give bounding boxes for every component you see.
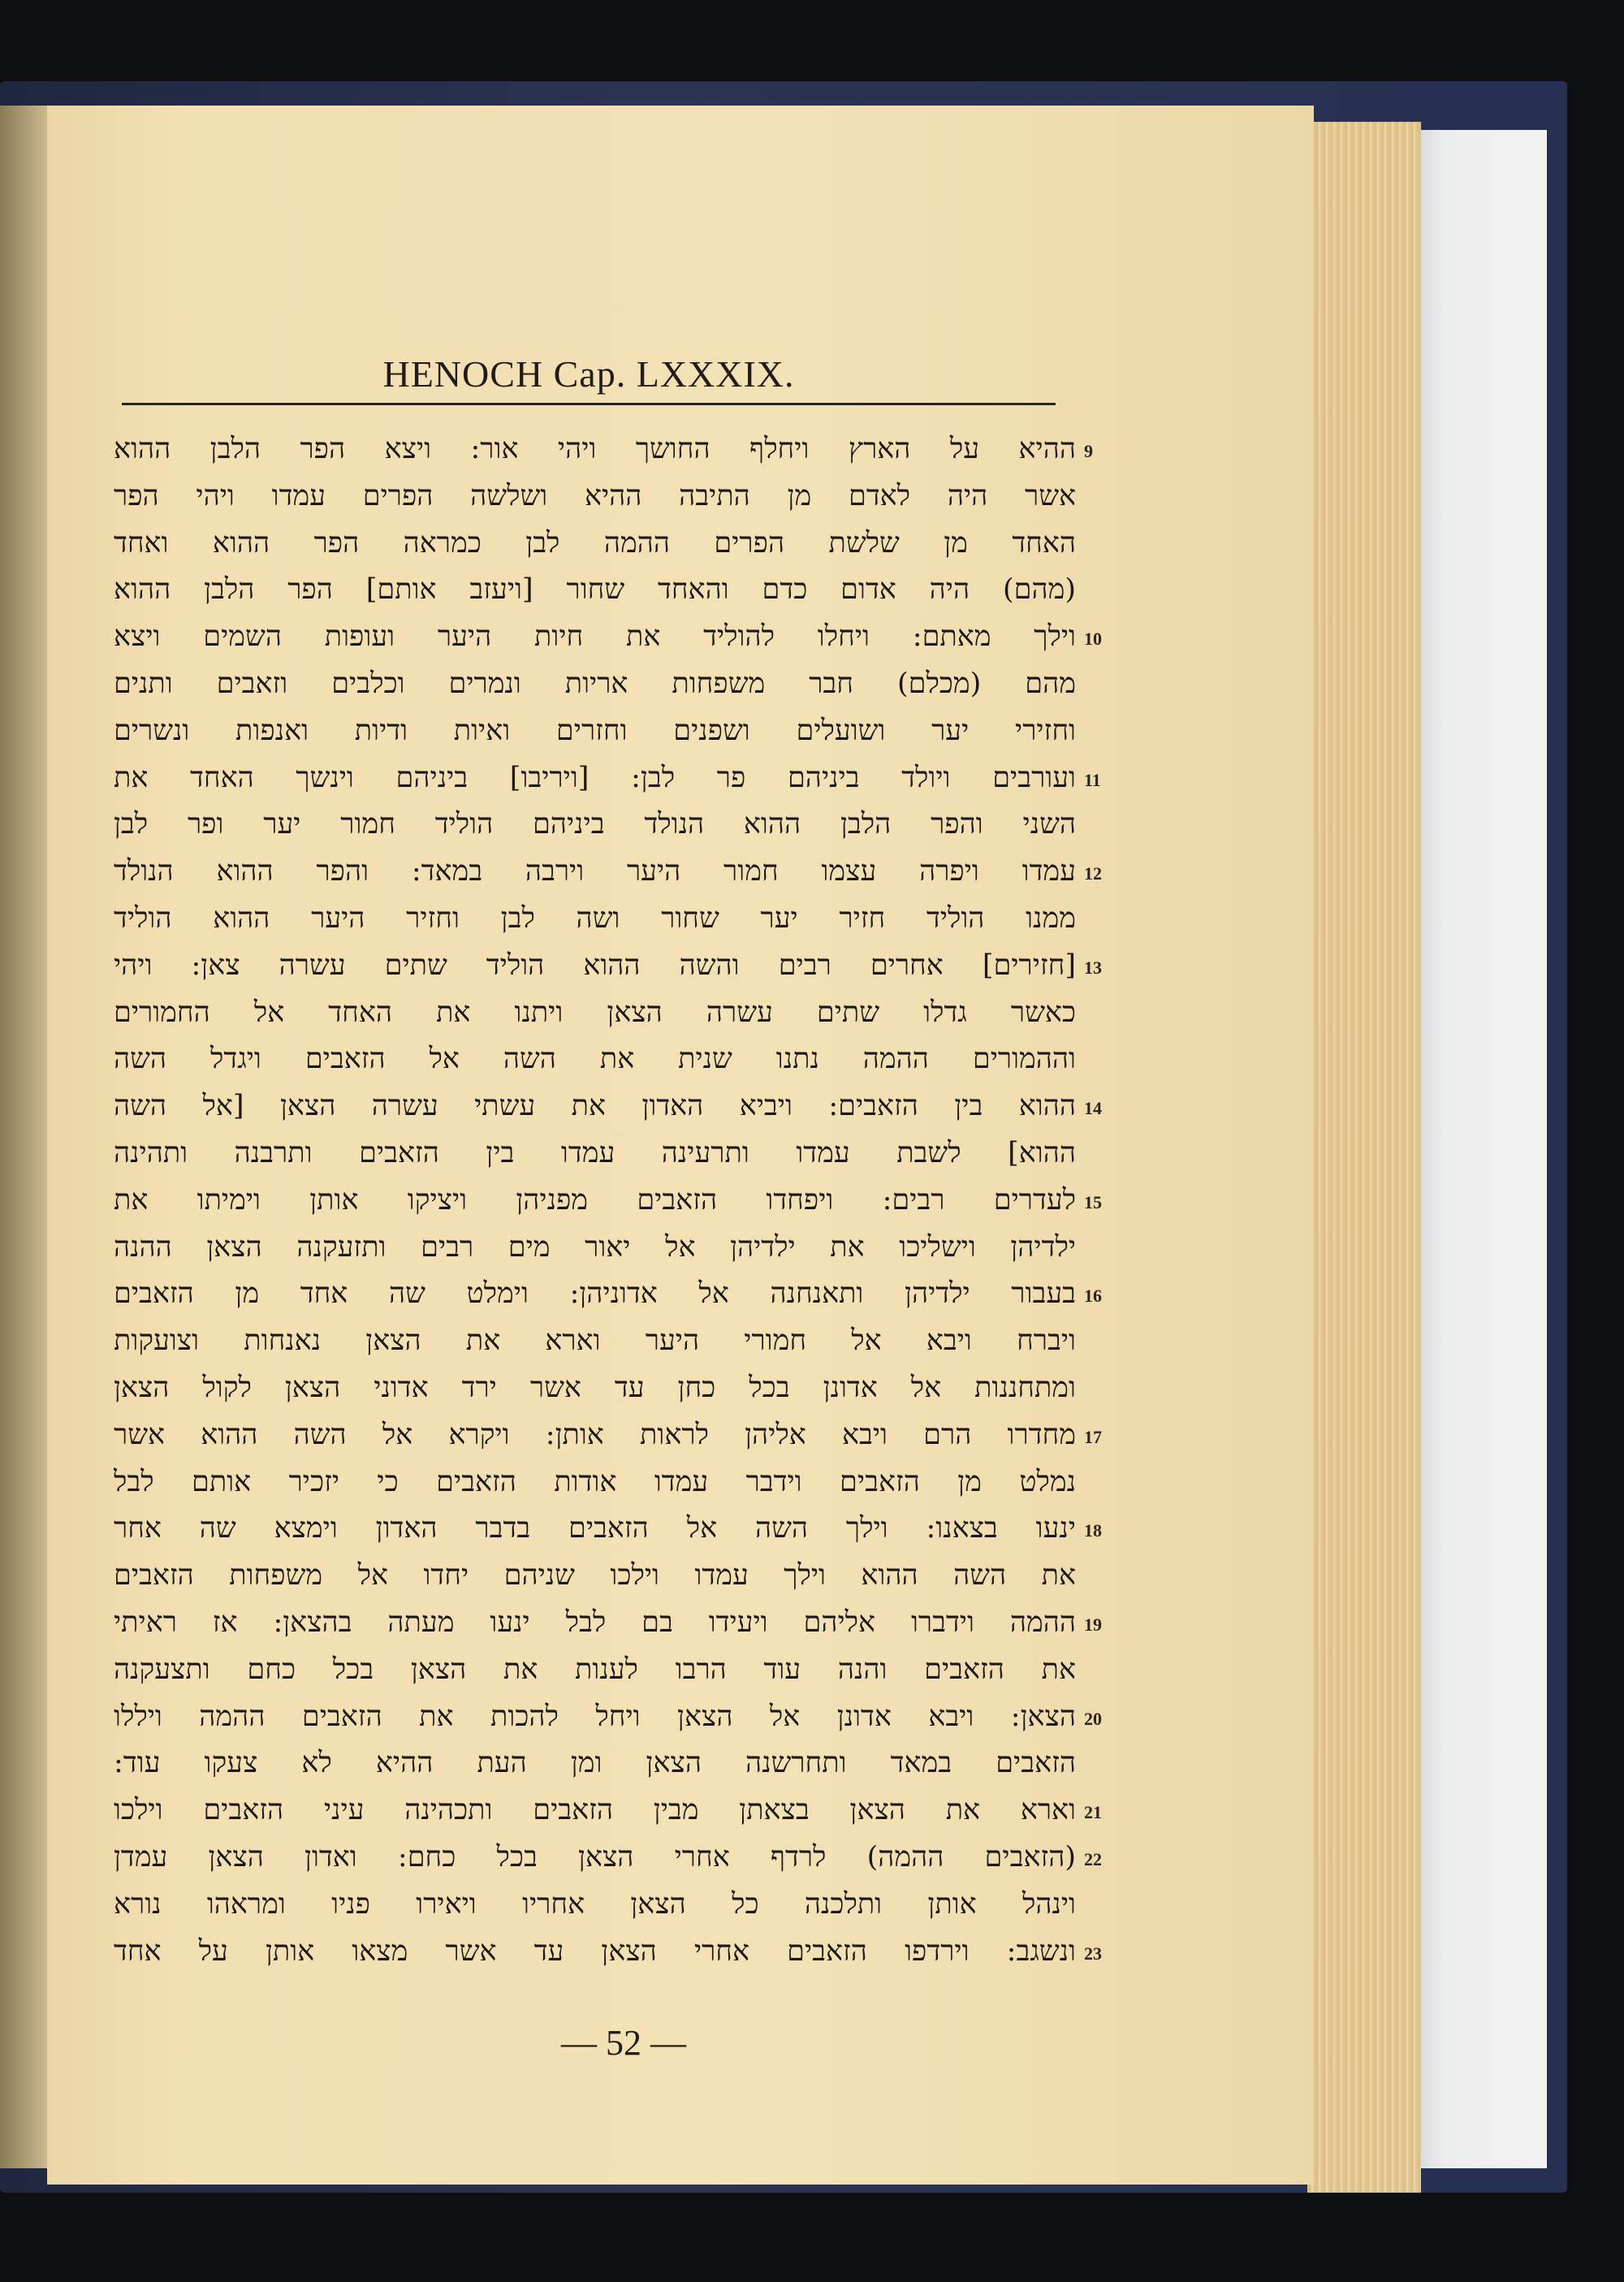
- line-text: כאשר גדלו שתים עשרה הצאן ויתנו את האחד אל החמורים: [114, 996, 1076, 1029]
- text-line: [114, 1835, 1102, 1882]
- text-line: [114, 1553, 1088, 1600]
- running-head: HENOCH Cap. LXXXIX.: [382, 353, 795, 395]
- text-line: [114, 1929, 1102, 1976]
- line-text: וארא את הצאן בצאתן מבין הזאבים ותכהינה עיני הזאבים וילכו: [114, 1794, 1076, 1827]
- text-line: [114, 802, 1088, 849]
- book-page: [47, 106, 1314, 2185]
- line-text: הזאבים במאד ותחרשנה הצאן ומן העת ההיא לא צעקו עוד:: [114, 1747, 1076, 1780]
- text-line: [114, 1600, 1102, 1647]
- text-line: [114, 708, 1088, 755]
- text-line: [114, 896, 1088, 943]
- verse-number: 21: [1084, 1802, 1102, 1823]
- verse-number: 9: [1084, 441, 1093, 461]
- verse-number: 15: [1084, 1191, 1102, 1212]
- text-line: [114, 1178, 1102, 1225]
- text-line: [114, 849, 1102, 896]
- line-text: בעבור ילדיהן ותאנחנה אל אדוניהן: וימלט שה אחד מן הזאבים: [114, 1277, 1076, 1311]
- text-line: [114, 943, 1102, 990]
- page-edges: [1307, 122, 1421, 2193]
- text-line: [114, 1130, 1088, 1178]
- text-line: [114, 1318, 1088, 1365]
- text-line: [114, 990, 1088, 1037]
- line-text: ההמה וידברו אליהם ויעידו בם לבל ינעו מעתה בהצאן: אז ראיתי: [114, 1606, 1076, 1639]
- text-line: [114, 1694, 1102, 1741]
- text-line: [114, 1647, 1088, 1694]
- page-number: — 52 —: [561, 2023, 686, 2063]
- line-text: (הזאבים ההמה) לרדף אחרי הצאן בכל כחם: ואדון הצאן עמדן: [114, 1840, 1076, 1874]
- text-line: [114, 567, 1088, 614]
- line-text: השני והפר הלבן ההוא הנולד ביניהם הוליד חמור יער ופר לבן: [114, 808, 1076, 841]
- text-line: [114, 661, 1088, 708]
- text-line: [114, 426, 1093, 473]
- page-header: [122, 349, 1056, 405]
- line-text: וינהל אותן ותלכנה כל הצאן אחריו ויאירו פניו ומראהו נורא: [114, 1887, 1076, 1921]
- text-line: [114, 1083, 1102, 1130]
- text-line: [114, 473, 1088, 521]
- line-text: ויברח ויבא אל חמורי היער וארא את הצאן נאנחות וצועקות: [114, 1325, 1076, 1358]
- line-text: וההמורים ההמה נתנו שנית את השה אל הזאבים ויגדל השה: [114, 1043, 1076, 1076]
- text-line: [114, 1459, 1088, 1506]
- text-line: [114, 1506, 1102, 1553]
- verse-number: 16: [1084, 1286, 1102, 1307]
- line-text: לעדרים רבים: ויפחדו הזאבים מפניהן ויציקו אותן וימיתו את: [114, 1183, 1076, 1217]
- line-text: ומתחננות אל אדונן בכל כחן עד אשר ירד אדוני הצאן לקול הצאן: [114, 1371, 1076, 1404]
- line-text: וילך מאתם: ויחלו להוליד את חיות היער ועופות השמים ויצא: [114, 620, 1076, 654]
- line-text: ממנו הוליד חזיר יער שחור ושה לבן וחזיר היער ההוא הוליד: [114, 901, 1076, 935]
- verse-number: 23: [1084, 1943, 1102, 1964]
- verse-number: 17: [1084, 1426, 1102, 1447]
- line-text: ונשגב: וירדפו הזאבים אחרי הצאן עד אשר מצאו אותן על אחד: [114, 1934, 1076, 1968]
- text-line: [114, 1740, 1088, 1787]
- verse-number: 13: [1084, 957, 1102, 978]
- line-text: ילדיהן וישליכו את ילדיהן אל יאור מים רבים ותזעקנה הצאן ההנה: [114, 1230, 1076, 1264]
- verse-number: 10: [1084, 629, 1102, 650]
- line-text: מהם (מכלם) חבר משפחות אריות ונמרים וכלבים וזאבים ותנים: [114, 667, 1076, 700]
- line-text: עמדו ויפרה עצמו חמור היער וירבה במאד: והפר ההוא הנולד: [114, 855, 1076, 888]
- line-text: ינעו בצאנו: וילך השה אל הזאבים בדבר האדון וימצא שה אחר: [114, 1512, 1076, 1545]
- verse-number: 12: [1084, 863, 1102, 884]
- text-line: [114, 1412, 1102, 1459]
- verse-number: 20: [1084, 1708, 1102, 1729]
- text-line: [114, 1787, 1102, 1835]
- line-text: ועורבים ויולד ביניהם פר לבן: [ויריבו] ביניהם וינשך האחד את: [114, 761, 1076, 794]
- facing-page-edge: [0, 106, 47, 2168]
- line-text: את השה ההוא וילך עמדו וילכו שניהם יחדו אל משפחות הזאבים: [114, 1559, 1076, 1593]
- text-line: [114, 1271, 1102, 1318]
- verse-number: 14: [1084, 1098, 1102, 1119]
- verse-number: 22: [1084, 1848, 1102, 1869]
- line-text: [חזירים] אחרים רבים והשה ההוא הוליד שתים עשרה צאן: ויהי: [114, 949, 1076, 982]
- line-text: ההוא בין הזאבים: ויביא האדון את עשתי עשרה הצאן [אל השה: [114, 1090, 1076, 1123]
- line-text: ההוא] לשבת עמדו ותרעינה עמדו בין הזאבים ותרבנה ותהינה: [114, 1136, 1076, 1169]
- verse-number: 11: [1084, 769, 1101, 790]
- text-line: [114, 1036, 1088, 1083]
- line-text: אשר היה לאדם מן התיבה ההיא ושלשה הפרים עמדו ויהי הפר: [114, 479, 1076, 512]
- line-text: מחדרו הרם ויבא אליהן לראות אותן: ויקרא אל השה ההוא אשר: [114, 1418, 1076, 1451]
- text-line: [114, 755, 1101, 802]
- verse-number: 18: [1084, 1520, 1102, 1541]
- line-text: האחד מן שלשת הפרים ההמה לבן כמראה הפר ההוא ואחד: [114, 526, 1076, 560]
- hebrew-text-block: [114, 426, 1102, 1975]
- line-text: הצאן: ויבא אדונן אל הצאן ויחל להכות את הזאבים ההמה ויללו: [114, 1700, 1076, 1733]
- verse-number: 19: [1084, 1614, 1102, 1635]
- text-line: [114, 521, 1088, 568]
- endpaper: [1401, 130, 1547, 2168]
- text-line: [114, 1882, 1088, 1929]
- line-text: ההיא על הארץ ויחלף החושך ויהי אור: ויצא הפר הלבן ההוא: [114, 433, 1076, 465]
- text-line: [114, 614, 1102, 661]
- line-text: (מהם) היה אדום כדם והאחד שחור [ויעזב אותם] הפר הלבן ההוא: [114, 573, 1076, 607]
- text-line: [114, 1365, 1088, 1412]
- line-text: נמלט מן הזאבים וידבר עמדו אודות הזאבים כי יזכיר אותם לבל: [114, 1465, 1076, 1498]
- line-text: וחזירי יער ושועלים ושפנים וחזרים ואיות ודיות ואנפות ונשרים: [114, 714, 1076, 747]
- text-line: [114, 1225, 1088, 1272]
- line-text: את הזאבים והנה עוד הרבו לענות את הצאן בכל כחם ותצעקנה: [114, 1653, 1076, 1686]
